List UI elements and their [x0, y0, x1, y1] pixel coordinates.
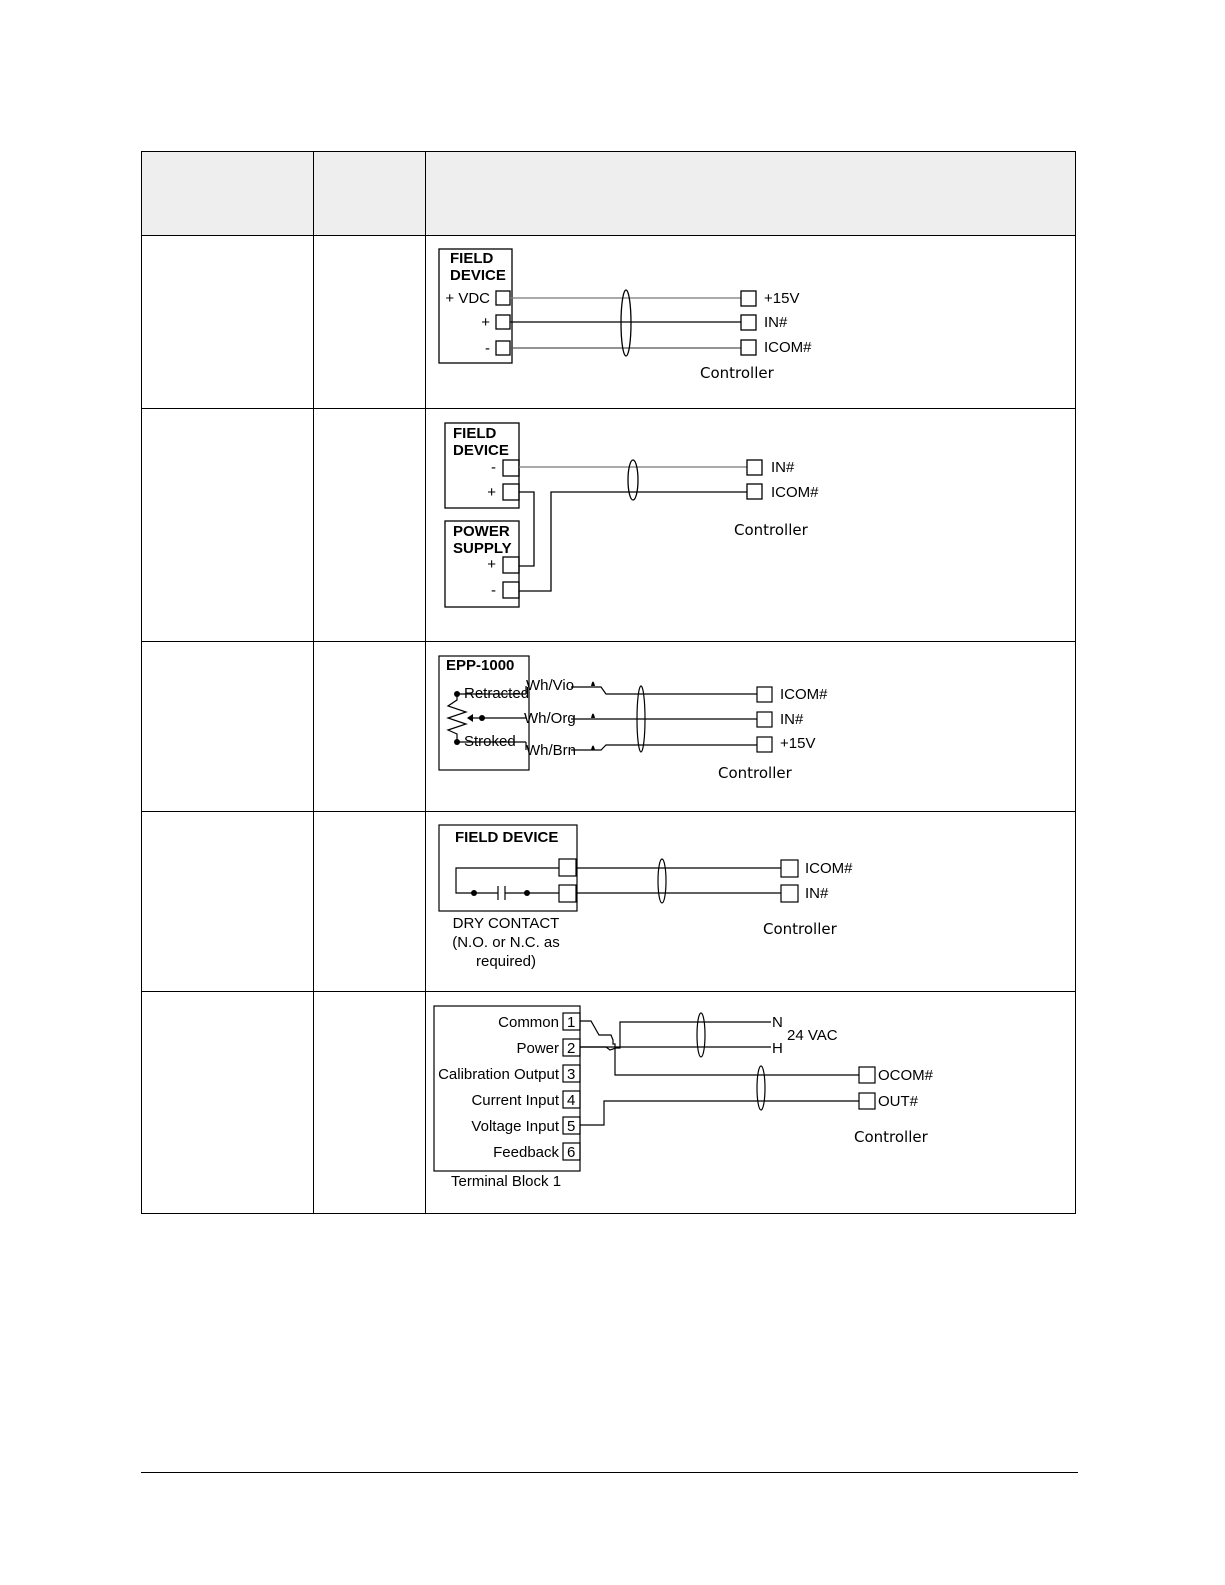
supply-title: POWER [453, 523, 510, 540]
potentiometer-diagram [426, 642, 1078, 811]
table-row [142, 992, 1076, 1214]
terminal-label: ICOM# [780, 686, 828, 703]
wire-nut-icon [591, 746, 595, 751]
terminal-function-label: Calibration Output [438, 1066, 559, 1083]
diagram-cell [426, 642, 1076, 812]
shield-ellipse [621, 290, 631, 356]
terminal-function-label: Current Input [471, 1092, 559, 1109]
wire-color-label: Wh/Vio [526, 677, 575, 694]
terminal-label: IN# [805, 885, 829, 902]
terminal-label: ICOM# [764, 339, 812, 356]
terminal-number: 4 [567, 1092, 576, 1109]
controller-label: Controller [854, 1128, 928, 1146]
pin-label: + [487, 484, 496, 501]
shield-ellipse [658, 859, 666, 903]
terminal-function-label: Common [498, 1014, 559, 1031]
row-cell-2 [314, 812, 426, 992]
terminal-number: 5 [567, 1118, 576, 1135]
device-title: EPP-1000 [446, 657, 515, 674]
controller-label: Controller [700, 364, 774, 382]
terminal-label: +15V [764, 290, 800, 307]
terminal-label: ICOM# [805, 860, 853, 877]
external-supply-diagram [426, 409, 1078, 641]
terminal-label: OCOM# [878, 1067, 934, 1084]
table-row [142, 409, 1076, 642]
terminal-label: IN# [780, 711, 804, 728]
device-title: FIELD [450, 250, 494, 267]
controller-label: Controller [734, 521, 808, 539]
header-cell-1 [142, 152, 314, 236]
row-cell-2 [314, 409, 426, 642]
pin-label: - [491, 459, 496, 476]
row-cell-1 [142, 642, 314, 812]
device-title: DEVICE [450, 267, 506, 284]
wiring-table [141, 151, 1076, 1214]
row-cell-1 [142, 992, 314, 1214]
table-row [142, 642, 1076, 812]
diagram-cell [426, 812, 1076, 992]
row-cell-2 [314, 236, 426, 409]
diagram-cell [426, 236, 1076, 409]
pin-label: - [491, 582, 496, 599]
terminal-function-label: Power [516, 1040, 559, 1057]
contact-note: (N.O. or N.C. as [452, 934, 560, 951]
two-wire-powered-diagram [426, 236, 1078, 408]
terminal-block-name: Terminal Block 1 [451, 1173, 562, 1190]
terminal-function-label: Feedback [493, 1144, 559, 1161]
table-row [142, 236, 1076, 409]
wire-color-label: Wh/Brn [526, 742, 577, 759]
wire-color-label: Wh/Org [524, 710, 576, 727]
terminal-function-label: Voltage Input [471, 1118, 559, 1135]
terminal-label: IN# [764, 314, 788, 331]
row-cell-1 [142, 812, 314, 992]
dry-contact-diagram [426, 812, 1078, 991]
terminal-label: IN# [771, 459, 795, 476]
terminal-number: 6 [567, 1144, 576, 1161]
wire-nut-icon [591, 714, 595, 719]
header-row [142, 152, 1076, 236]
row-cell-2 [314, 642, 426, 812]
terminal-number: 3 [567, 1066, 576, 1083]
controller-label: Controller [763, 920, 837, 938]
terminal-label: OUT# [878, 1093, 919, 1110]
wire-nut-icon [591, 682, 595, 687]
table-row [142, 812, 1076, 992]
device-title: FIELD DEVICE [455, 829, 559, 846]
terminal-label: +15V [780, 735, 816, 752]
header-cell-2 [314, 152, 426, 236]
supply-voltage-label: 24 VAC [787, 1027, 838, 1044]
position-label: Stroked [464, 733, 516, 750]
terminal-label: ICOM# [771, 484, 819, 501]
position-label: Retracted [464, 685, 530, 702]
actuator-terminal-diagram [426, 992, 1078, 1213]
row-cell-2 [314, 992, 426, 1214]
pin-label: - [485, 340, 490, 357]
pin-label: + [487, 556, 496, 573]
terminal-number: 1 [567, 1014, 576, 1031]
row-cell-1 [142, 236, 314, 409]
diagram-cell [426, 409, 1076, 642]
contact-note: DRY CONTACT [452, 915, 560, 932]
terminal-number: 2 [567, 1040, 576, 1057]
pin-label: + VDC [445, 290, 490, 307]
footer-rule [141, 1472, 1078, 1473]
device-title: DEVICE [453, 442, 509, 459]
supply-neutral-label: N [772, 1014, 783, 1031]
diagram-cell [426, 992, 1076, 1214]
controller-label: Controller [718, 764, 792, 782]
header-cell-3 [426, 152, 1076, 236]
contact-note: required) [475, 953, 537, 970]
supply-hot-label: H [772, 1040, 783, 1057]
row-cell-1 [142, 409, 314, 642]
supply-title: SUPPLY [453, 540, 512, 557]
pin-label: + [481, 314, 490, 331]
shield-ellipse [757, 1066, 765, 1110]
device-title: FIELD [453, 425, 497, 442]
shield-ellipse [697, 1013, 705, 1057]
shield-ellipse [628, 460, 638, 500]
